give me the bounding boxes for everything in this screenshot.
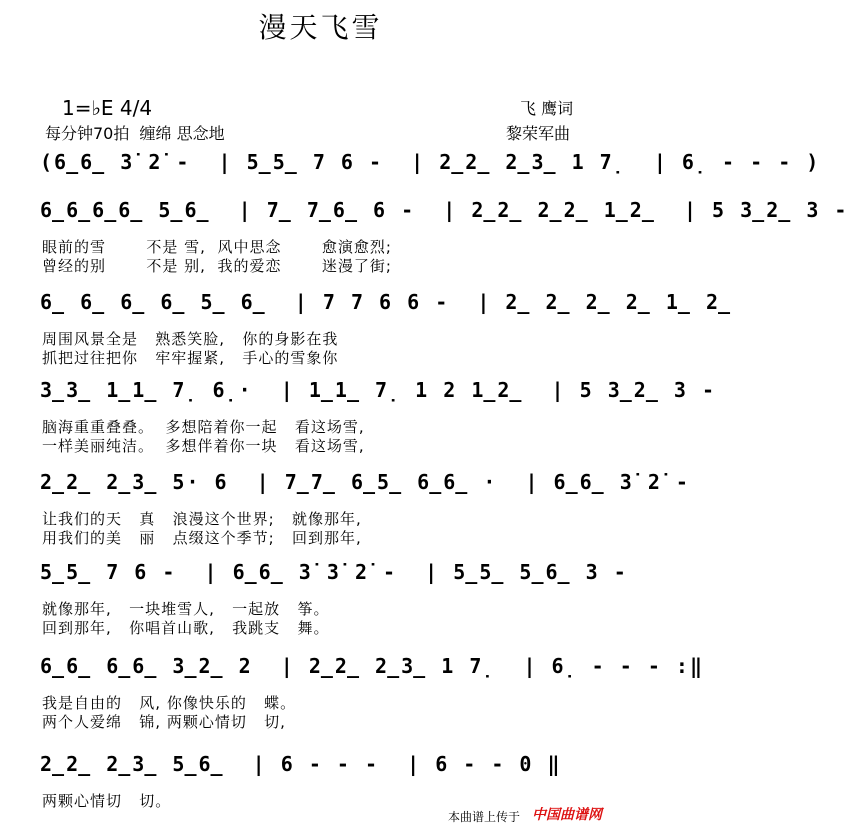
lyric-line: 让我们的天 真 浪漫这个世界; 就像那年, (42, 510, 362, 528)
lyric-line: 曾经的别 不是 别, 我的爱恋 迷漫了街; (42, 257, 392, 275)
upload-note: 本曲谱上传于 (448, 810, 521, 824)
composer-credit: 黎荣军曲 (506, 124, 571, 143)
notation-line: 6̲ 6̲ 6̲ 6̲ 5̲ 6̲ | 7 7 6 6 - | 2̲ 2̲ 2̲ 2̲ 1̲ 2̲ (40, 290, 733, 314)
lyricist-credit: 飞 鹰词 (520, 99, 574, 118)
lyric-line: 回到那年, 你唱首山歌, 我跳支 舞。 (42, 619, 330, 637)
notation-line: 6̲6̲6̲6̲ 5̲6̲ | 7̲ 7̲6̲ 6 - | 2̲2̲ 2̲2̲ 1̲2̲ | 5 3̲2̲ 3 - (40, 198, 848, 222)
tempo-marking: 每分钟70拍 缠绵 思念地 (45, 124, 225, 143)
lyric-line: 一样美丽纯洁。 多想伴着你一块 看这场雪, (42, 437, 365, 455)
site-logo: 中国曲谱网 (532, 807, 602, 823)
song-title: 漫天飞雪 (258, 11, 383, 44)
lyric-line: 我是自由的 风, 你像快乐的 蝶。 (42, 694, 297, 712)
notation-line: (6̲6̲ 3̇ 2̇ - | 5̲5̲ 7 6 - | 2̲2̲ 2̲3̲ 1 7̣ | 6̣ - - - ) (40, 150, 821, 174)
lyric-line: 就像那年, 一块堆雪人, 一起放 筝。 (42, 600, 330, 618)
notation-line: 3̲3̲ 1̲1̲ 7̣ 6̣· | 1̲1̲ 7̣ 1 2 1̲2̲ | 5 3̲2̲ 3 - (40, 378, 717, 402)
lyric-line: 眼前的雪 不是 雪, 风中思念 愈演愈烈; (42, 238, 392, 256)
key-signature: 1=♭E 4/4 (62, 96, 153, 120)
notation-line: 6̲6̲ 6̲6̲ 3̲2̲ 2 | 2̲2̲ 2̲3̲ 1 7̣ | 6̣ - - - :‖ (40, 654, 705, 678)
lyric-line: 用我们的美 丽 点缀这个季节; 回到那年, (42, 529, 362, 547)
notation-line: 5̲5̲ 7 6 - | 6̲6̲ 3̇ 3̇ 2̇ - | 5̲5̲ 5̲6̲ 3 - (40, 560, 628, 584)
lyric-line: 周围风景全是 熟悉笑脸, 你的身影在我 (42, 330, 339, 348)
lyric-line: 脑海重重叠叠。 多想陪着你一起 看这场雪, (42, 418, 365, 436)
lyric-line: 抓把过往把你 牢牢握紧, 手心的雪象你 (42, 349, 339, 367)
notation-line: 2̲2̲ 2̲3̲ 5· 6 | 7̲7̲ 6̲5̲ 6̲6̲ · | 6̲6̲ 3̇ 2̇ - (40, 470, 690, 494)
lyric-line: 两个人爱绵 锦, 两颗心情切 切, (42, 713, 286, 731)
lyric-line: 两颗心情切 切。 (42, 792, 172, 810)
notation-line: 2̲2̲ 2̲3̲ 5̲6̲ | 6 - - - | 6 - - 0 ‖ (40, 752, 562, 776)
